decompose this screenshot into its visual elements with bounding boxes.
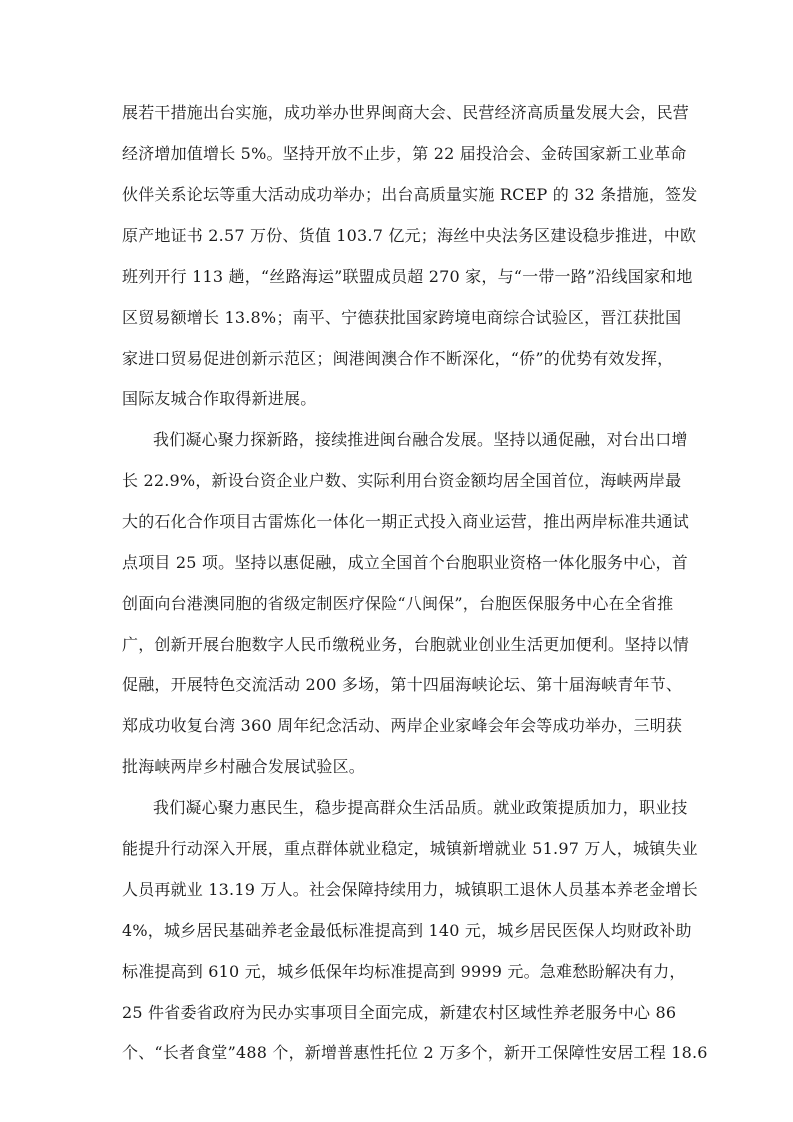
paragraph-3-line-7: 个、“长者食堂”488 个，新增普惠性托位 2 万多个，新开工保障性安居工程 18.6 — [122, 1043, 708, 1062]
paragraph-1-line-5: 班列开行 113 趟，“丝路海运”联盟成员超 270 家，与“一带一路”沿线国家和地 — [122, 267, 693, 286]
paragraph-1-line-6: 区贸易额增长 13.8%；南平、宁德获批国家跨境电商综合试验区，晋江获批国 — [122, 308, 682, 327]
paragraph-2-line-5: 创面向台港澳同胞的省级定制医疗保险“八闽保”，台胞医保服务中心在全省推 — [122, 594, 674, 613]
paragraph-2-line-3: 大的石化合作项目古雷炼化一体化一期正式投入商业运营，推出两岸标准共通试 — [122, 512, 690, 531]
paragraph-3-line-5: 标准提高到 610 元，城乡低保年均标准提高到 9999 元。急难愁盼解决有力， — [122, 962, 686, 981]
paragraph-1-line-8: 国际友城合作取得新进展。 — [122, 389, 317, 408]
paragraph-2-line-1: 我们凝心聚力探新路，接续推进闽台融合发展。坚持以通促融，对台出口增 — [153, 430, 688, 449]
paragraph-3-line-2: 能提升行动深入开展，重点群体就业稳定，城镇新增就业 51.97 万人，城镇失业 — [122, 839, 698, 858]
paragraph-2-line-6: 广，创新开展台胞数字人民币缴税业务，台胞就业创业生活更加便利。坚持以情 — [122, 635, 690, 654]
paragraph-2-line-7: 促融，开展特色交流活动 200 多场，第十四届海峡论坛、第十届海峡青年节、 — [122, 675, 683, 694]
paragraph-3-line-3: 人员再就业 13.19 万人。社会保障持续用力，城镇职工退休人员基本养老金增长 — [122, 880, 698, 899]
paragraph-1-line-4: 原产地证书 2.57 万份、货值 103.7 亿元；海丝中央法务区建设稳步推进，中欧 — [122, 226, 697, 245]
paragraph-3-line-1: 我们凝心聚力惠民生，稳步提高群众生活品质。就业政策提质加力，职业技 — [153, 798, 688, 817]
paragraph-2-line-4: 点项目 25 项。坚持以惠促融，成立全国首个台胞职业资格一体化服务中心，首 — [122, 553, 688, 572]
paragraph-1-line-1: 展若干措施出台实施，成功举办世界闽商大会、民营经济高质量发展大会，民营 — [122, 103, 690, 122]
paragraph-1-line-2: 经济增加值增长 5%。坚持开放不止步，第 22 届投洽会、金砖国家新工业革命 — [122, 144, 687, 163]
paragraph-1-line-7: 家进口贸易促进创新示范区；闽港闽澳合作不断深化，“侨”的优势有效发挥， — [122, 349, 674, 368]
paragraph-3-line-6: 25 件省委省政府为民办实事项目全面完成，新建农村区域性养老服务中心 86 — [122, 1003, 677, 1022]
paragraph-2-line-2: 长 22.9%，新设台资企业户数、实际利用台资金额均居全国首位，海峡两岸最 — [122, 471, 682, 490]
paragraph-2-line-8: 郑成功收复台湾 360 周年纪念活动、两岸企业家峰会年会等成功举办，三明获 — [122, 716, 683, 735]
paragraph-3-line-4: 4%，城乡居民基础养老金最低标准提高到 140 元，城乡居民医保人均财政补助 — [122, 921, 692, 940]
paragraph-2-line-9: 批海峡两岸乡村融合发展试验区。 — [122, 757, 366, 776]
paragraph-1-line-3: 伙伴关系论坛等重大活动成功举办；出台高质量实施 RCEP 的 32 条措施，签发 — [122, 185, 698, 204]
